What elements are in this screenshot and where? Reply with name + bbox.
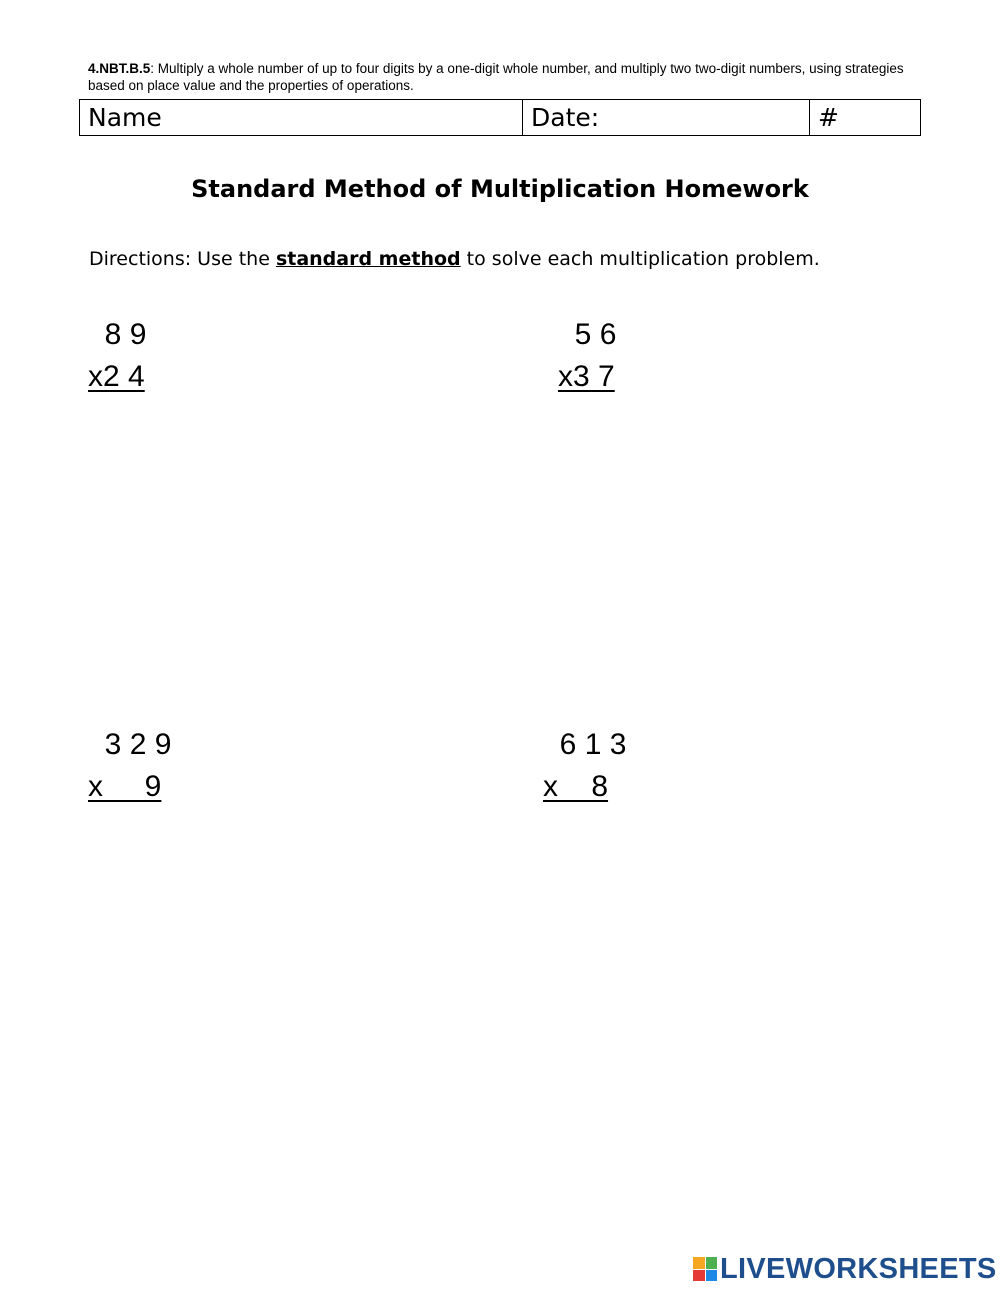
directions (89, 248, 820, 270)
standard-code: 4.NBT.B.5 (88, 61, 151, 76)
logo-icon (693, 1257, 717, 1281)
liveworksheets-logo (693, 1253, 997, 1285)
problem-4-multiplier: x 8 (543, 770, 609, 803)
logo-square-2 (706, 1257, 718, 1269)
directions-emphasis: standard method (275, 248, 461, 270)
date-field[interactable] (523, 100, 810, 136)
directions-after: to solve each multiplication problem. (460, 248, 820, 270)
worksheet-title: Standard Method of Multiplication Homework (191, 175, 809, 203)
student-info-table (79, 99, 921, 136)
logo-square-4 (706, 1270, 718, 1282)
logo-text: LIVEWORKSHEETS (720, 1252, 997, 1285)
logo-square-3 (693, 1270, 705, 1282)
directions-before: Directions: Use the (89, 248, 276, 270)
standard-description: : Multiply a whole number of up to four digits by a one-digit whole number, and multiply two two-digit numbers, using strategies based on place value and the properties of operations. (88, 61, 904, 93)
name-field[interactable] (80, 100, 523, 136)
problem-4 (543, 724, 626, 808)
date-label: Date: (531, 103, 600, 132)
problem-1-multiplicand: 8 9 (88, 318, 147, 351)
problem-2-multiplier: x3 7 (558, 360, 615, 393)
name-label: Name (88, 103, 162, 132)
problem-3-multiplicand: 3 2 9 (88, 728, 172, 761)
problem-1 (88, 314, 146, 398)
problem-2 (558, 314, 616, 398)
problem-1-multiplier: x2 4 (88, 360, 145, 393)
standard-text (88, 60, 918, 94)
problem-3-multiplier: x 9 (88, 770, 162, 803)
problem-4-multiplicand: 6 1 3 (543, 728, 627, 761)
problem-3 (88, 724, 171, 808)
number-field[interactable] (810, 100, 921, 136)
problem-2-multiplicand: 5 6 (558, 318, 617, 351)
number-label: # (818, 103, 839, 132)
logo-square-1 (693, 1257, 705, 1269)
